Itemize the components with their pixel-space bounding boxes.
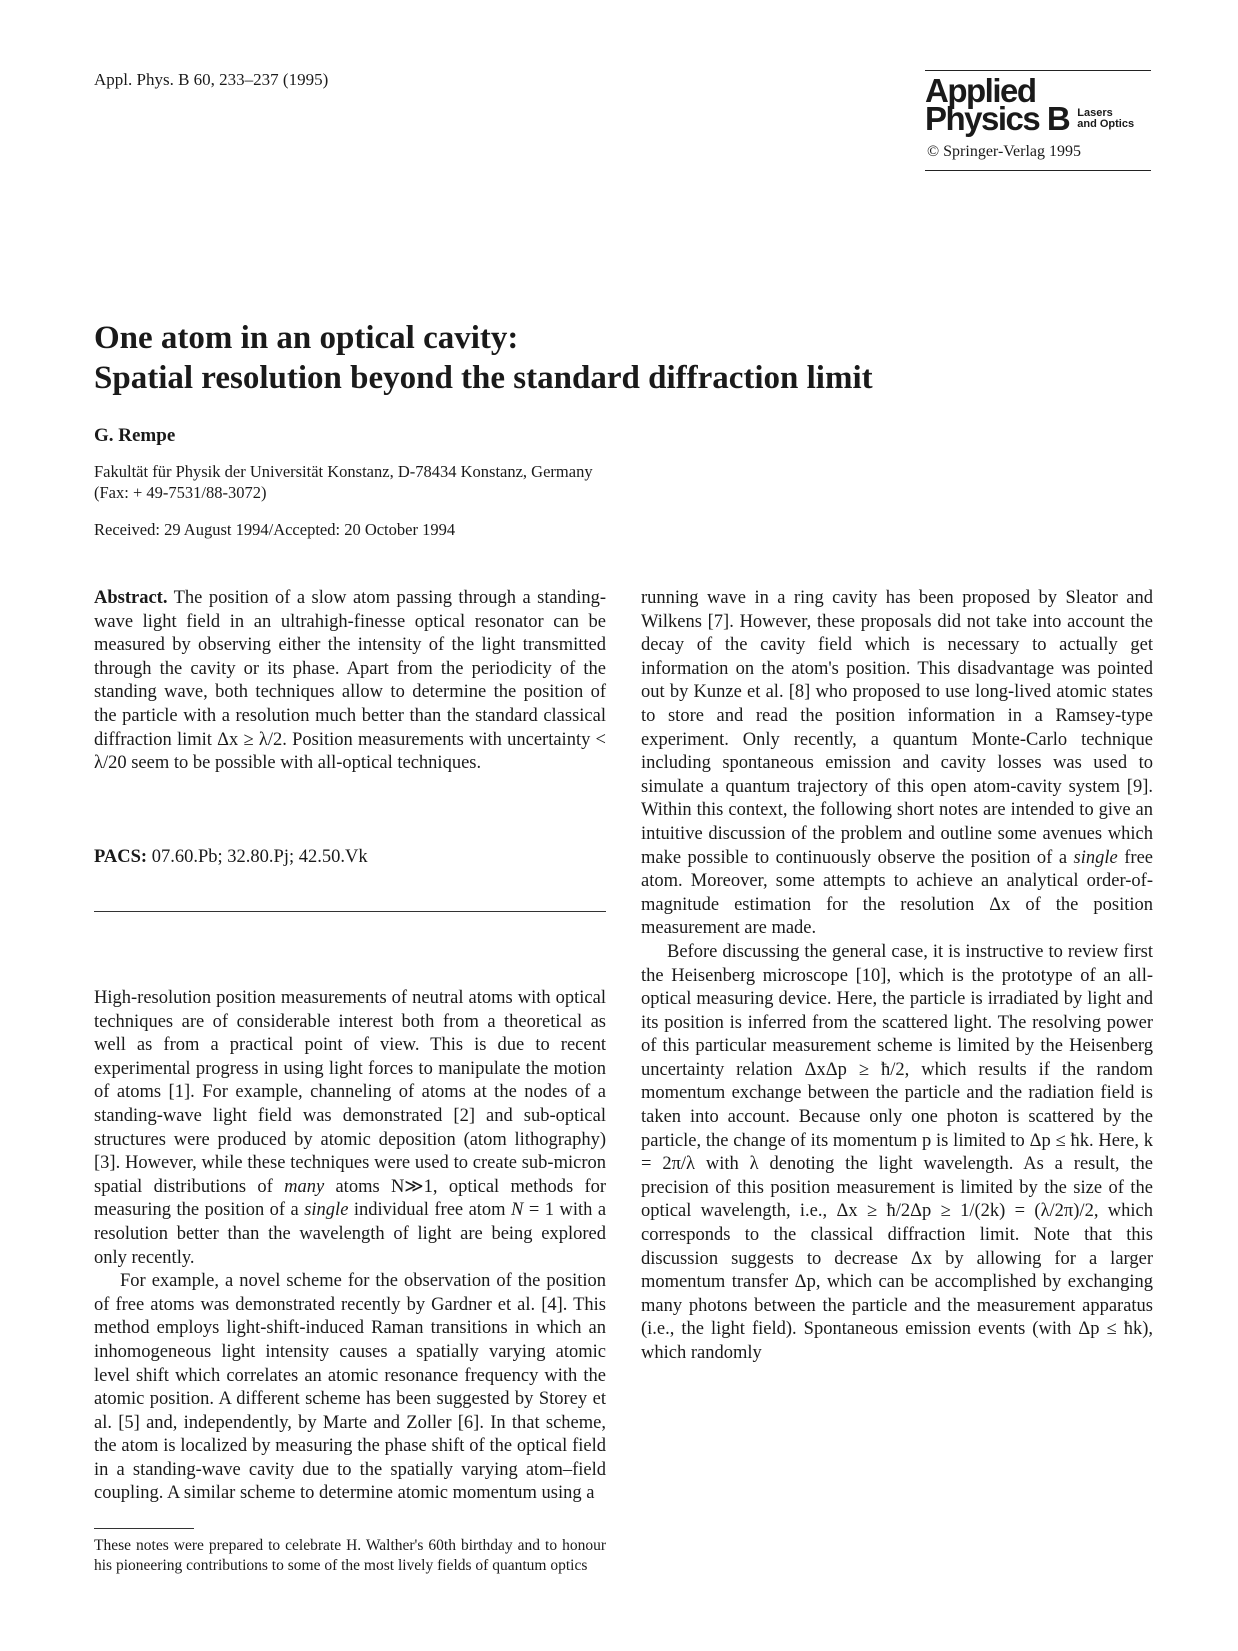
journal-logo-subtitle-line1: Lasers — [1077, 107, 1113, 119]
footnote: These notes were prepared to celebrate H. Walther's 60th birthday and to honour his pioneering contributions to some of the most lively fields of quantum optics — [94, 1537, 606, 1574]
author-name: G. Rempe — [94, 425, 176, 446]
paper-title — [94, 318, 873, 398]
journal-masthead — [925, 70, 1151, 171]
journal-logo-word-physics-b: Physics B — [925, 100, 1070, 137]
body-column-right — [641, 587, 1153, 1366]
copyright-notice: © Springer-Verlag 1995 — [927, 143, 1082, 160]
pacs-label: PACS: — [94, 847, 148, 867]
body-paragraph-3: Before discussing the general case, it is instructive to review first the Heisenberg microscope [10], which is the prototype of an all-optical measuring device. Here, the particle is irradiated by light and its position is inferred from the scattered light. The resolving power of this particular measurement scheme is limited by the Heisenberg uncertainty relation ΔxΔp ≥ ħ/2, which results if the random momentum exchange between the particle and the radiation field is taken into account. Because only one photon is scattered by the particle, the change of its momentum p is limited to Δp ≤ ħk. Here, k = 2π/λ with λ denoting the light wavelength. As a result, the precision of this position measurement is limited by the size of the optical wavelength, i.e., Δx ≥ ħ/2Δp ≥ 1/(2k) = (λ/2π)/2, which corresponds to the classical diffraction limit. Note that this discussion suggests to decrease Δx by allowing for a larger momentum transfer Δp, which can be accomplished by exchanging many photons between the particle and the measurement apparatus (i.e., the light field). Spontaneous emission events (with Δp ≤ ħk), which randomly — [641, 941, 1153, 1363]
body-paragraph-2-continued: running wave in a ring cavity has been proposed by Sleator and Wilkens [7]. However, these proposals did not take into account the decay of the cavity field which is necessary to actually get information on the atom's position. This disadvantage was pointed out by Kunze et al. [8] who proposed to use long-lived atomic states to store and read the position information in a Ramsey-type experiment. Only recently, a quantum Monte-Carlo technique including spontaneous emission and cavity losses was used to simulate a quantum trajectory of this open atom-cavity system [9]. Within this context, the following short notes are intended to give an intuitive discussion of the problem and outline some avenues which make possible to continuously observe the position of a single free atom. Moreover, some attempts to achieve an analytical order-of-magnitude estimation for the resolution Δx of the position measurement are made. — [641, 588, 1153, 939]
masthead-bottom-rule — [925, 170, 1151, 171]
pacs-values: 07.60.Pb; 32.80.Pj; 42.50.Vk — [151, 847, 368, 867]
pacs-codes — [94, 846, 606, 870]
author-affiliation — [94, 461, 593, 503]
abstract-separator — [94, 911, 606, 912]
journal-logo-subtitle — [1077, 108, 1134, 130]
abstract-label: Abstract. — [94, 588, 168, 608]
journal-logo-word-applied: Applied — [925, 72, 1036, 109]
journal-logo — [925, 72, 1151, 137]
journal-citation: Appl. Phys. B 60, 233–237 (1995) — [94, 70, 329, 89]
abstract — [94, 587, 606, 776]
affiliation-fax: (Fax: + 49-7531/88-3072) — [94, 483, 267, 502]
footnote-separator — [94, 1528, 194, 1529]
body-column-left — [94, 987, 606, 1506]
body-paragraph-1: High-resolution position measurements of neutral atoms with optical techniques are of considerable interest both from a theoretical as well as from a practical point of view. This is due to recent experimental progress in using light forces to manipulate the motion of atoms [1]. For example, channeling of atoms at the nodes of a standing-wave light field was demonstrated [2] and sub-optical structures were produced by atomic deposition (atom lithography) [3]. However, while these techniques were used to create sub-micron spatial distributions of many atoms N≫1, optical methods for measuring the position of a single individual free atom N = 1 with a resolution better than the wavelength of light are being explored only recently. — [94, 988, 607, 1268]
affiliation-address: Fakultät für Physik der Universität Konstanz, D-78434 Konstanz, Germany — [94, 462, 593, 481]
paper-title-line1: One atom in an optical cavity: — [94, 320, 519, 356]
journal-logo-subtitle-line2: and Optics — [1077, 118, 1135, 130]
body-paragraph-2: For example, a novel scheme for the observation of the position of free atoms was demonstrated recently by Gardner et al. [4]. This method employs light-shift-induced Raman transitions in which an inhomogeneous light intensity causes a spatially varying atomic level shift which correlates an atomic resonance frequency with the atomic position. A different scheme has been suggested by Storey et al. [5] and, independently, by Marte and Zoller [6]. In that scheme, the atom is localized by measuring the phase shift of the optical field in a standing-wave cavity due to the spatially varying atom–field coupling. A similar scheme to determine atomic momentum using a — [94, 1271, 606, 1504]
received-accepted-dates: Received: 29 August 1994/Accepted: 20 October 1994 — [94, 520, 456, 539]
paper-title-line2: Spatial resolution beyond the standard diffraction limit — [94, 360, 873, 396]
masthead-top-rule — [925, 70, 1151, 71]
abstract-text: The position of a slow atom passing through a standing-wave light field in an ultrahigh-finesse optical resonator can be measured by observing either the intensity of the light transmitted through the cavity or its phase. Apart from the periodicity of the standing wave, both techniques allow to determine the position of the particle with a resolution much better than the standard classical diffraction limit Δx ≥ λ/2. Position measurements with uncertainty < λ/20 seem to be possible with all-optical techniques. — [94, 588, 606, 774]
